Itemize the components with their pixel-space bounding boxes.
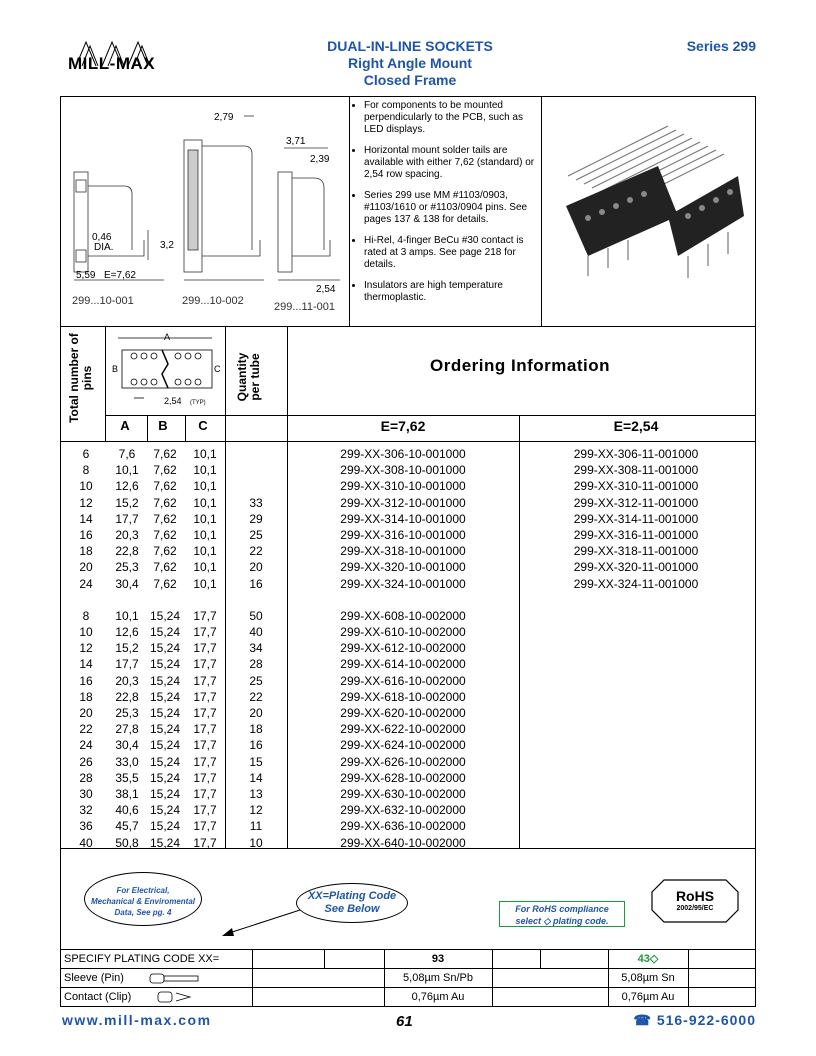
logo-text: MILL-MAX (68, 54, 156, 73)
table-cell: 299-XX-620-10-002000 (340, 706, 466, 720)
table-cell (522, 802, 750, 818)
divider (252, 950, 253, 1006)
divider (60, 950, 61, 1006)
table-cell: 299-XX-324-11-001000 (573, 576, 699, 591)
b-column (146, 446, 184, 851)
note-line: For RoHS compliance (515, 904, 609, 914)
mill-max-logo (62, 38, 172, 78)
table-cell: 7,6 (118, 447, 136, 461)
divider (688, 950, 689, 1006)
dim-label: 5,59 (76, 270, 96, 281)
pin-icon (146, 969, 206, 987)
table-cell: 299-XX-608-10-002000 (340, 608, 466, 623)
table-cell: 15,24 (149, 754, 181, 769)
table-cell: 299-XX-640-10-002000 (340, 835, 466, 850)
table-cell (522, 770, 750, 786)
table-cell: 10,1 (115, 463, 139, 478)
table-cell: 7,62 (153, 447, 177, 461)
table-cell (522, 705, 750, 721)
table-cell: 29 (249, 511, 263, 526)
diagram-label-b: B (112, 364, 119, 374)
table-cell: 16 (79, 673, 93, 688)
table-cell: 20,3 (115, 527, 139, 542)
table-cell: 22 (249, 544, 263, 559)
table-cell (522, 721, 750, 737)
divider (519, 415, 520, 848)
table-cell: 27,8 (115, 722, 139, 737)
table-cell: 7,62 (153, 479, 177, 494)
table-cell: 15,24 (149, 689, 181, 704)
rohs-badge (650, 878, 740, 924)
phone-icon: ☎ (633, 1012, 652, 1028)
dim-label: 3,2 (160, 240, 174, 251)
product-photo (548, 106, 750, 318)
quantity-column-header: Quantity per tube (235, 352, 262, 402)
table-cell: 12,6 (115, 625, 139, 640)
sleeve-43: 5,08µm Sn (621, 972, 675, 984)
divider (540, 950, 541, 968)
table-cell: 299-XX-316-11-001000 (573, 527, 699, 542)
table-cell (522, 608, 750, 624)
table-cell: 299-XX-312-11-001000 (573, 495, 699, 510)
table-cell: 22,8 (115, 689, 139, 704)
row-gap (186, 592, 224, 608)
table-cell: 12 (79, 495, 93, 510)
plating-code-93: 93 (431, 953, 445, 965)
part-label: 299...10-001 (72, 295, 134, 307)
arrow-icon (220, 908, 306, 938)
table-cell: 10,1 (193, 479, 217, 494)
divider (492, 950, 493, 1006)
diagram-label-c: C (214, 364, 221, 374)
table-cell: 14 (249, 770, 263, 785)
feature-item: • Hi-Rel, 4-finger BeCu #30 contact is rated at 3 amps. See page 218 for details. (364, 235, 542, 271)
table-cell: 12,6 (115, 479, 139, 494)
plating-table (60, 950, 756, 1006)
row-gap (522, 592, 750, 608)
dim-label: 0,46 (92, 232, 112, 243)
table-cell (522, 689, 750, 705)
table-cell: 17,7 (193, 835, 217, 850)
table-cell: 299-XX-318-11-001000 (573, 544, 699, 559)
website-link[interactable]: www.mill-max.com (62, 1012, 212, 1028)
table-cell: 299-XX-320-11-001000 (573, 560, 699, 575)
table-cell: 15,24 (149, 786, 181, 801)
table-cell: 50 (249, 608, 263, 623)
table-cell: 10,1 (193, 463, 217, 478)
note-line: select ◇ plating code. (515, 916, 609, 926)
table-cell: 15,24 (149, 835, 181, 850)
e762-header: E=7,62 (380, 418, 426, 434)
feature-item: • Insulators are high temperature thermoplastic. (364, 280, 542, 304)
divider (225, 326, 226, 848)
sleeve-row (60, 969, 756, 988)
table-cell: 25,3 (115, 706, 139, 720)
table-cell: 299-XX-306-10-001000 (340, 447, 466, 461)
table-cell: 299-XX-318-10-001000 (340, 544, 466, 559)
table-cell: 15,24 (149, 641, 181, 656)
table-cell: 10,1 (193, 560, 217, 575)
contact-row (60, 988, 756, 1006)
contact-label: Contact (Clip) (64, 991, 132, 1003)
divider (105, 326, 106, 441)
table-cell: 14 (79, 657, 93, 672)
specify-label: SPECIFY PLATING CODE XX= (64, 953, 220, 965)
pins-column (66, 446, 106, 851)
table-cell: 15,24 (149, 608, 181, 623)
e762-part-column (290, 446, 516, 851)
table-cell: 7,62 (153, 560, 177, 575)
table-cell: 299-XX-610-10-002000 (340, 625, 466, 640)
table-cell: 28 (79, 770, 93, 785)
feature-item: • Horizontal mount solder tails are available with either 7,62 (standard) or 2,54 row spacing. (364, 145, 542, 181)
table-cell: 40,6 (115, 803, 139, 818)
dim-label: 2,54 (316, 284, 336, 295)
e254-part-column (522, 446, 750, 851)
table-cell: 17,7 (193, 706, 217, 720)
page-number: 61 (396, 1013, 413, 1030)
sleeve-93: 5,08µm Sn/Pb (403, 972, 473, 984)
table-cell: 10,1 (193, 447, 217, 461)
note-line: For Electrical, (116, 886, 170, 895)
table-cell (522, 640, 750, 656)
table-cell: 299-XX-312-10-001000 (340, 495, 466, 510)
table-cell: 15,24 (149, 722, 181, 737)
table-cell: 15,24 (149, 738, 181, 753)
divider (105, 415, 755, 416)
table-cell: 20 (249, 706, 263, 720)
electrical-data-note (84, 872, 202, 926)
note-line: Mechanical & Enviromental (90, 897, 196, 906)
rohs-directive: 2002/95/EC (676, 905, 714, 912)
table-cell: 15,24 (149, 657, 181, 672)
table-cell: 299-XX-628-10-002000 (340, 770, 466, 785)
table-cell: 18 (249, 722, 263, 737)
contact-93: 0,76µm Au (411, 991, 465, 1003)
feature-item: • For components to be mounted perpendicularly to the PCB, such as LED displays. (364, 100, 542, 136)
table-cell: 26 (79, 754, 93, 769)
table-cell: 12 (249, 803, 263, 818)
table-cell: 15 (249, 754, 263, 769)
table-cell: 299-XX-306-11-001000 (573, 447, 699, 461)
table-cell: 17,7 (193, 754, 217, 769)
table-cell (228, 446, 284, 462)
table-cell: 11 (249, 819, 263, 834)
table-cell (522, 624, 750, 640)
table-cell: 17,7 (193, 608, 217, 623)
e254-header: E=2,54 (613, 418, 659, 434)
table-cell: 33 (249, 495, 263, 510)
table-cell (522, 656, 750, 672)
divider (608, 950, 609, 1006)
table-cell: 38,1 (115, 786, 139, 801)
table-cell: 15,24 (149, 625, 181, 640)
table-cell: 20 (79, 560, 93, 575)
table-cell: 17,7 (193, 641, 217, 656)
table-cell: 22 (249, 689, 263, 704)
table-cell: 15,24 (149, 770, 181, 785)
table-cell: 36 (79, 819, 93, 834)
dimension-diagram (108, 330, 222, 410)
rohs-text: RoHS (675, 888, 715, 904)
divider (185, 415, 186, 441)
series-label: Series 299 (686, 38, 756, 54)
divider (61, 326, 755, 327)
table-cell (228, 462, 284, 478)
note-line: Data, See pg. 4 (114, 908, 172, 917)
row-gap (146, 592, 184, 608)
table-cell: 16 (79, 527, 93, 542)
table-cell (522, 754, 750, 770)
table-cell: 299-XX-618-10-002000 (340, 689, 466, 704)
table-cell: 20 (79, 706, 93, 720)
diagram-typ: (TYP) (190, 400, 206, 406)
table-cell: 12 (79, 641, 93, 656)
table-cell: 17,7 (193, 625, 217, 640)
table-cell: 20,3 (115, 673, 139, 688)
table-cell: 299-XX-310-11-001000 (573, 479, 699, 494)
table-cell: 17,7 (193, 673, 217, 688)
table-cell: 299-XX-308-11-001000 (573, 463, 699, 478)
table-cell: 22 (79, 722, 93, 737)
table-cell: 7,62 (153, 463, 177, 478)
title-line-1: DUAL-IN-LINE SOCKETS (327, 38, 493, 54)
dim-label: DIA. (94, 242, 114, 253)
table-cell: 8 (82, 608, 90, 623)
table-cell: 299-XX-314-10-001000 (340, 511, 466, 526)
table-cell: 299-XX-614-10-002000 (340, 657, 466, 672)
table-cell: 35,5 (115, 770, 139, 785)
table-cell: 24 (79, 738, 93, 753)
table-cell: 20 (249, 560, 263, 575)
table-cell: 299-XX-314-11-001000 (573, 511, 699, 526)
table-cell: 299-XX-310-10-001000 (340, 479, 466, 494)
table-cell: 30,4 (115, 576, 139, 591)
table-cell: 10,1 (193, 544, 217, 559)
feature-list (352, 100, 542, 313)
socket-body (668, 176, 744, 256)
table-cell: 18 (79, 689, 93, 704)
table-cell: 17,7 (193, 803, 217, 818)
diamond-icon: ◇ (649, 953, 659, 965)
divider (324, 950, 325, 968)
table-cell: 10,1 (193, 576, 217, 591)
title-line-2: Right Angle Mount (348, 55, 472, 71)
table-cell: 15,2 (115, 641, 139, 656)
table-cell: 17,7 (193, 689, 217, 704)
table-cell: 10,1 (193, 495, 217, 510)
phone-text: 516-922-6000 (656, 1012, 756, 1028)
table-cell (522, 737, 750, 753)
socket-body (566, 166, 678, 256)
table-cell: 299-XX-324-10-001000 (340, 576, 466, 591)
col-b-header: B (158, 418, 168, 433)
table-cell: 40 (249, 625, 263, 640)
table-cell: 8 (82, 463, 90, 478)
row-gap (290, 592, 516, 608)
sleeve-label: Sleeve (Pin) (64, 972, 124, 984)
table-cell: 15,24 (149, 819, 181, 834)
plating-code-row (60, 950, 756, 969)
table-cell: 7,62 (153, 544, 177, 559)
table-cell: 6 (82, 447, 90, 461)
table-cell: 299-XX-626-10-002000 (340, 754, 466, 769)
dim-label: E=7,62 (104, 270, 136, 281)
col-c-header: C (198, 418, 208, 433)
divider (61, 441, 755, 442)
divider (60, 1006, 756, 1007)
table-cell: 17,7 (115, 657, 139, 672)
table-cell: 30 (79, 786, 93, 801)
contact-43: 0,76µm Au (621, 991, 675, 1003)
dim-label: 2,39 (310, 154, 330, 165)
table-cell: 14 (79, 511, 93, 526)
table-cell: 33,0 (115, 754, 139, 769)
table-cell: 7,62 (153, 511, 177, 526)
table-cell: 10,1 (193, 511, 217, 526)
table-cell: 299-XX-612-10-002000 (340, 641, 466, 656)
table-cell: 25 (249, 527, 263, 542)
dim-label: 2,79 (214, 112, 234, 123)
table-cell (522, 818, 750, 834)
divider (384, 950, 385, 1006)
row-gap (228, 592, 284, 608)
table-cell: 7,62 (153, 527, 177, 542)
divider (755, 950, 756, 1006)
table-cell: 30,4 (115, 738, 139, 753)
table-cell: 17,7 (193, 786, 217, 801)
table-cell: 15,24 (149, 803, 181, 818)
table-cell: 299-XX-616-10-002000 (340, 673, 466, 688)
phone-number (633, 1012, 756, 1029)
title-line-3: Closed Frame (363, 72, 457, 88)
table-cell: 28 (249, 657, 263, 672)
table-cell: 299-XX-630-10-002000 (340, 786, 466, 801)
plating-code-43 (608, 950, 688, 968)
feature-item: • Series 299 use MM #1103/0903, #1103/1610 or #1103/0904 pins. See pages 137 & 138 for details. (364, 190, 542, 226)
table-cell: 299-XX-632-10-002000 (340, 803, 466, 818)
socket-profile (278, 172, 292, 272)
part-label: 299...10-002 (182, 295, 244, 307)
table-cell: 15,24 (149, 673, 181, 688)
table-cell: 299-XX-636-10-002000 (340, 819, 466, 834)
table-cell: 299-XX-624-10-002000 (340, 738, 466, 753)
table-cell: 25,3 (115, 560, 139, 575)
table-cell: 45,7 (115, 819, 139, 834)
table-cell: 299-XX-622-10-002000 (340, 722, 466, 737)
table-cell: 16 (249, 738, 263, 753)
table-cell: 50,8 (115, 835, 139, 850)
diagram-label-a: A (164, 332, 171, 342)
table-cell (522, 786, 750, 802)
table-cell: 34 (249, 641, 263, 656)
table-cell: 299-XX-316-10-001000 (340, 527, 466, 542)
table-cell: 15,24 (149, 706, 181, 720)
part-label: 299...11-001 (274, 301, 335, 313)
table-cell: 18 (79, 544, 93, 559)
table-cell: 16 (249, 576, 263, 591)
page-title (280, 38, 540, 89)
table-cell: 17,7 (193, 722, 217, 737)
table-cell (522, 835, 750, 851)
code-value: 43 (637, 953, 650, 965)
table-cell: 25 (249, 673, 263, 688)
table-cell: 24 (79, 576, 93, 591)
dim-label: 3,71 (286, 136, 306, 147)
table-cell: 17,7 (193, 657, 217, 672)
table-cell: 15,2 (115, 495, 139, 510)
table-cell (228, 478, 284, 494)
pins-column-header: Total number of pins (67, 333, 94, 423)
technical-drawing (64, 100, 348, 320)
table-cell (522, 673, 750, 689)
divider (349, 97, 350, 326)
row-gap (108, 592, 146, 608)
diagram-pitch: 2,54 (164, 396, 182, 406)
table-cell: 10 (79, 625, 93, 640)
clip-icon (156, 988, 206, 1006)
c-column (186, 446, 224, 851)
table-cell: 13 (249, 786, 263, 801)
divider (287, 326, 288, 848)
rohs-compliance-note (499, 901, 625, 927)
a-column (108, 446, 146, 851)
table-cell: 10 (249, 835, 263, 850)
table-cell: 17,7 (193, 770, 217, 785)
table-cell: 7,62 (153, 576, 177, 591)
note-line: See Below (324, 903, 380, 915)
table-cell: 10 (79, 479, 93, 494)
table-cell: 32 (79, 803, 93, 818)
table-cell: 17,7 (193, 819, 217, 834)
ordering-information-title: Ordering Information (430, 356, 610, 375)
note-line: XX=Plating Code (307, 890, 397, 902)
table-cell: 17,7 (193, 738, 217, 753)
table-cell: 22,8 (115, 544, 139, 559)
table-cell: 7,62 (153, 495, 177, 510)
table-cell: 10,1 (193, 527, 217, 542)
table-cell: 40 (79, 835, 93, 850)
table-cell: 299-XX-320-10-001000 (340, 560, 466, 575)
table-cell: 17,7 (115, 511, 139, 526)
col-a-header: A (120, 418, 130, 433)
plating-code-note (296, 883, 408, 923)
table-cell: 10,1 (115, 608, 139, 623)
quantity-column (228, 446, 284, 851)
table-cell: 299-XX-308-10-001000 (340, 463, 466, 478)
row-gap (66, 592, 106, 608)
